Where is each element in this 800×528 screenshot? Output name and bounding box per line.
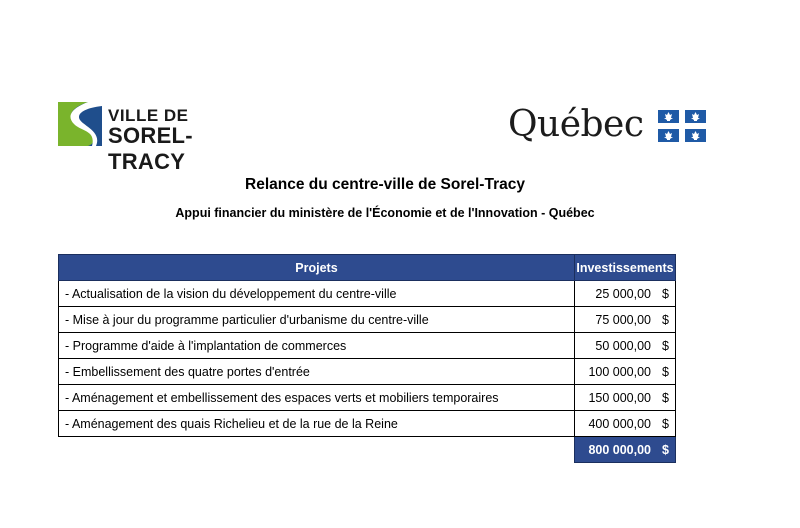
table-header-row <box>59 255 676 281</box>
table-row <box>59 359 676 385</box>
total-currency-symbol: $ <box>662 442 669 457</box>
logo-text-line1: VILLE DE <box>108 106 189 125</box>
sorel-tracy-emblem-icon <box>58 102 102 146</box>
sorel-tracy-logo <box>58 102 268 174</box>
page-subtitle: Appui financier du ministère de l'Économie et de l'Innovation - Québec <box>175 206 595 220</box>
column-header-investments: Investissements <box>575 255 676 281</box>
amount-cell <box>575 281 676 307</box>
amount-value: 100 000,00 <box>588 364 651 379</box>
amount-cell <box>575 411 676 437</box>
currency-symbol: $ <box>662 338 669 353</box>
amount-value: 75 000,00 <box>595 312 651 327</box>
amount-cell <box>575 307 676 333</box>
amount-cell <box>575 333 676 359</box>
total-value: 800 000,00 <box>588 442 651 457</box>
currency-symbol: $ <box>662 416 669 431</box>
currency-symbol: $ <box>662 390 669 405</box>
amount-value: 150 000,00 <box>588 390 651 405</box>
total-spacer <box>59 437 575 463</box>
table-row <box>59 385 676 411</box>
table-row <box>59 281 676 307</box>
table-row <box>59 333 676 359</box>
column-header-projects: Projets <box>59 255 575 281</box>
amount-value: 25 000,00 <box>595 286 651 301</box>
currency-symbol: $ <box>662 286 669 301</box>
table-row <box>59 307 676 333</box>
table-row <box>59 411 676 437</box>
logo-text-line2: SOREL-TRACY <box>108 123 193 174</box>
currency-symbol: $ <box>662 364 669 379</box>
currency-symbol: $ <box>662 312 669 327</box>
project-cell: - Actualisation de la vision du développement du centre-ville <box>59 281 575 307</box>
project-cell: - Programme d'aide à l'implantation de commerces <box>59 333 575 359</box>
investments-table <box>58 254 676 463</box>
total-cell <box>575 437 676 463</box>
page-title: Relance du centre-ville de Sorel-Tracy <box>245 176 525 193</box>
project-cell: - Mise à jour du programme particulier d'urbanisme du centre-ville <box>59 307 575 333</box>
amount-value: 50 000,00 <box>595 338 651 353</box>
amount-cell <box>575 359 676 385</box>
project-cell: - Aménagement des quais Richelieu et de la rue de la Reine <box>59 411 575 437</box>
quebec-flag-icon <box>658 110 706 142</box>
amount-value: 400 000,00 <box>588 416 651 431</box>
amount-cell <box>575 385 676 411</box>
project-cell: - Aménagement et embellissement des espaces verts et mobiliers temporaires <box>59 385 575 411</box>
quebec-logo <box>508 104 708 148</box>
project-cell: - Embellissement des quatre portes d'entrée <box>59 359 575 385</box>
table-total-row <box>59 437 676 463</box>
quebec-wordmark: Québec <box>508 104 644 145</box>
